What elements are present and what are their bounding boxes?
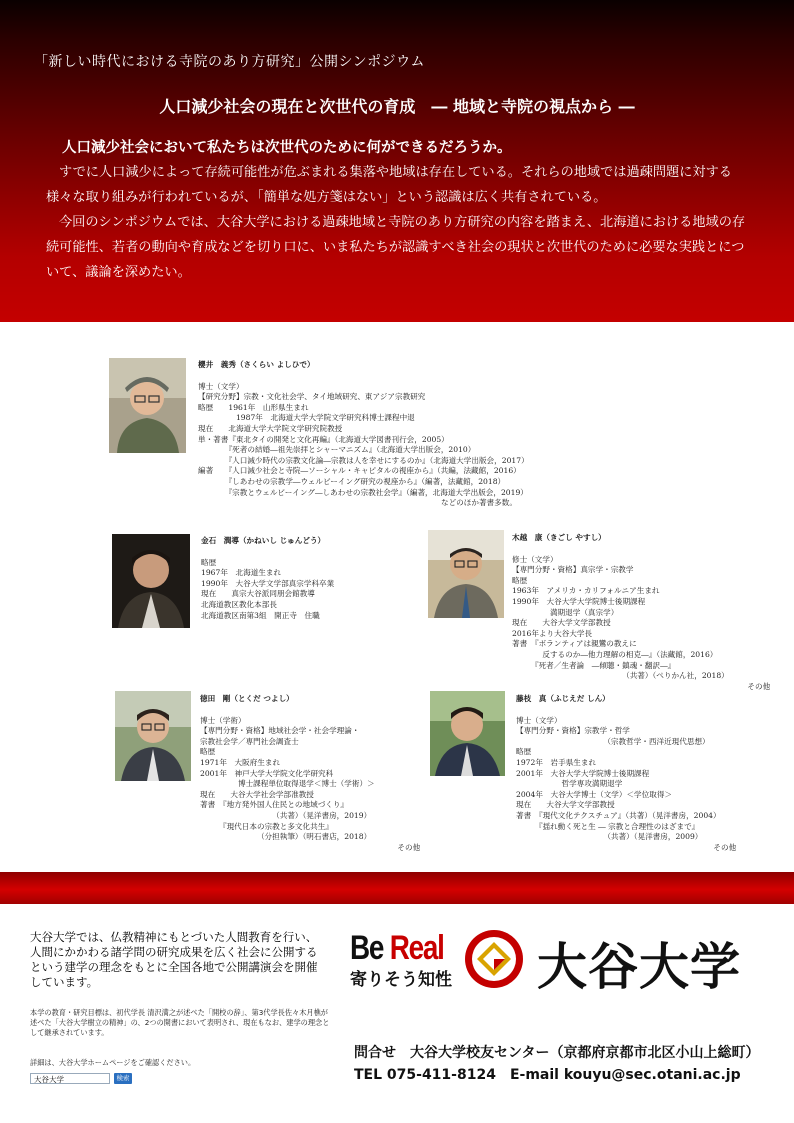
speaker-photo-fujieda: [430, 691, 505, 776]
intro-paragraph: すでに人口減少によって存続可能性が危ぶまれる集落や地域は存在している。それらの地域では過疎問題に対する様々な取り組みが行われているが、「簡単な処方箋はない」という認識は広く共有されている。: [46, 165, 732, 205]
homepage-note: 詳細は、大谷大学ホームページをご確認ください。: [30, 1058, 196, 1067]
speaker-name: 櫻井 義秀（さくらい よしひで）: [198, 360, 315, 369]
speaker-name: 徳田 剛（とくだ つよし）: [200, 694, 294, 703]
university-description: 大谷大学では、仏教精神にもとづいた人間教育を行い、人間にかかわる諸学問の研究成果を広く社会に公開するという建学の理念をもとに全国各地で公開講演会を開催しています。: [30, 930, 318, 989]
speaker-name: 藤枝 真（ふじえだ しん）: [516, 694, 610, 703]
red-divider-band: [0, 872, 794, 904]
university-logo-icon: [463, 928, 525, 990]
brand-subtitle: 寄りそう知性: [350, 970, 452, 989]
series-title: 「新しい時代における寺院のあり方研究」公開シンポジウム: [34, 54, 426, 70]
hero-banner: [0, 0, 794, 322]
speaker-name: 木越 康（きごし やすし）: [512, 533, 606, 542]
founding-note: 本学の教育・研究目標は、初代学長 清沢満之が述べた「開校の辞」、第3代学長佐々木月樵が述べた「大谷大学樹立の精神」の、2つの開書において表明され、現在もなお、建学の理念として継承されています。: [30, 1008, 330, 1037]
search-input[interactable]: 大谷大学: [30, 1073, 110, 1084]
intro-paragraph: 今回のシンポジウムでは、大谷大学における過疎地域と寺院のあり方研究の内容を踏まえ、北海道における地域の存続可能性、若者の動向や育成などを切り口に、いま私たちが認識すべき社会の現状と次世代のために必要な実践とについて、議論を深めたい。: [46, 215, 746, 280]
speaker-photo-kigoshi: [428, 530, 504, 618]
speaker-photo-kaneishi: [112, 534, 190, 628]
speaker-bio-tokuda: 徳田 剛（とくだ つよし） 博士（学術） 【専門分野・資格】地域社会学・社会学理論・ 宗教社会学／専門社会調査士 略歴 1971年 大阪府生まれ 2001年 神戸大学大学院文化学研究科 博士課程単位取得退学＜博士（学術）＞ 現在 大谷大学社会学部准教授 著書 『地方発外国人住民との地域づくり』 （共著）（晃洋書房，2019） 『現代日本の宗教と多文化共生』 （分担執筆）（明石書店，2018） その他: [200, 694, 421, 852]
brand-real: Real: [389, 929, 444, 967]
tel-email: TEL 075-411-8124 E-mail kouyu@sec.otani.ac.jp: [354, 1067, 741, 1083]
brand-slogan: Be Real 寄りそう知性: [350, 930, 464, 990]
speaker-bio-fujieda: 藤枝 真（ふじえだ しん） 博士（文学） 【専門分野・資格】宗教学・哲学 （宗教哲学・西洋近現代思想） 略歴 1972年 岩手県生まれ 2001年 大谷大学大学院博士後期課程 哲学専攻満期退学 2004年 大谷大学博士（文学）＜学位取得＞ 現在 大谷大学文学部教授 著書 『現代文化テクスチュア』（共著）（晃洋書房，2004） 『揺れ動く死と生 ― 宗教と合理性のはざまで』 （共著）（晃洋書房，2009） その他: [516, 694, 737, 852]
speaker-name: 金石 潤導（かねいし じゅんどう）: [201, 536, 326, 545]
speaker-bio-kigoshi: 木越 康（きごし やすし） 修士（文学） 【専門分野・資格】真宗学・宗教学 略歴 1963年 アメリカ・カリフォルニア生まれ 1990年 大谷大学大学院博士後期課程 満期退学（真宗学） 現在 大谷大学文学部教授 2016年より大谷大学長 著書 『ボランティアは親鸞の教えに 反するのか―他力理解の相克―』（法藏館，2016） 『死者／生者論 ―傾聴・鎮魂・翻訳―』 （共著）（ぺりかん社，2018） その他: [512, 533, 771, 691]
search-button[interactable]: 検索: [114, 1073, 132, 1084]
contact-info: 問合せ 大谷大学校友センター（京都府京都市北区小山上総町）: [354, 1045, 760, 1061]
intro-text: [46, 160, 746, 285]
speaker-photo-tokuda: [115, 691, 191, 781]
main-title: 人口減少社会の現在と次世代の育成 ― 地域と寺院の視点から ―: [159, 97, 635, 116]
lead-question: 人口減少社会において私たちは次世代のために何ができるだろうか。: [62, 140, 512, 156]
speaker-photo-sakurai: [109, 358, 186, 453]
speaker-bio-kaneishi: 金石 潤導（かねいし じゅんどう） 略歴 1967年 北海道生まれ 1990年 大谷大学文学部真宗学科卒業 現在 真宗大谷派同朋会館教導 北海道教区教化本部長 北海道教区南第3組 開正寺 住職: [201, 536, 335, 620]
speaker-bio-sakurai: 櫻井 義秀（さくらい よしひで） 博士（文学） 【研究分野】宗教・文化社会学、タイ地域研究、東アジア宗教研究 略歴 1961年 山形県生まれ 1987年 北海道大学大学院文学研究科博士課程中退 現在 北海道大学大学院文学研究院教授 単・著書『東北タイの開発と文化再編』（北海道大学図書刊行会，2005） 『死者の結婚―祖先崇拝とシャーマニズム』（北海道大学出版会，2010） 『人口減少時代の宗教文化論―宗教は人を幸せにするのか』（北海道大学出版会，2017） 編著 『人口減少社会と寺院―ソーシャル・キャピタルの視座から』（共編，法藏館，2016） 『しあわせの宗教学―ウェルビーイング研究の視座から』（編著，法藏館，2018） 『宗教とウェルビーイング―しあわせの宗教社会学』（編著，北海道大学出版会，2019） などのほか著書多数。: [198, 360, 529, 508]
university-name: 大谷大学: [537, 938, 741, 996]
